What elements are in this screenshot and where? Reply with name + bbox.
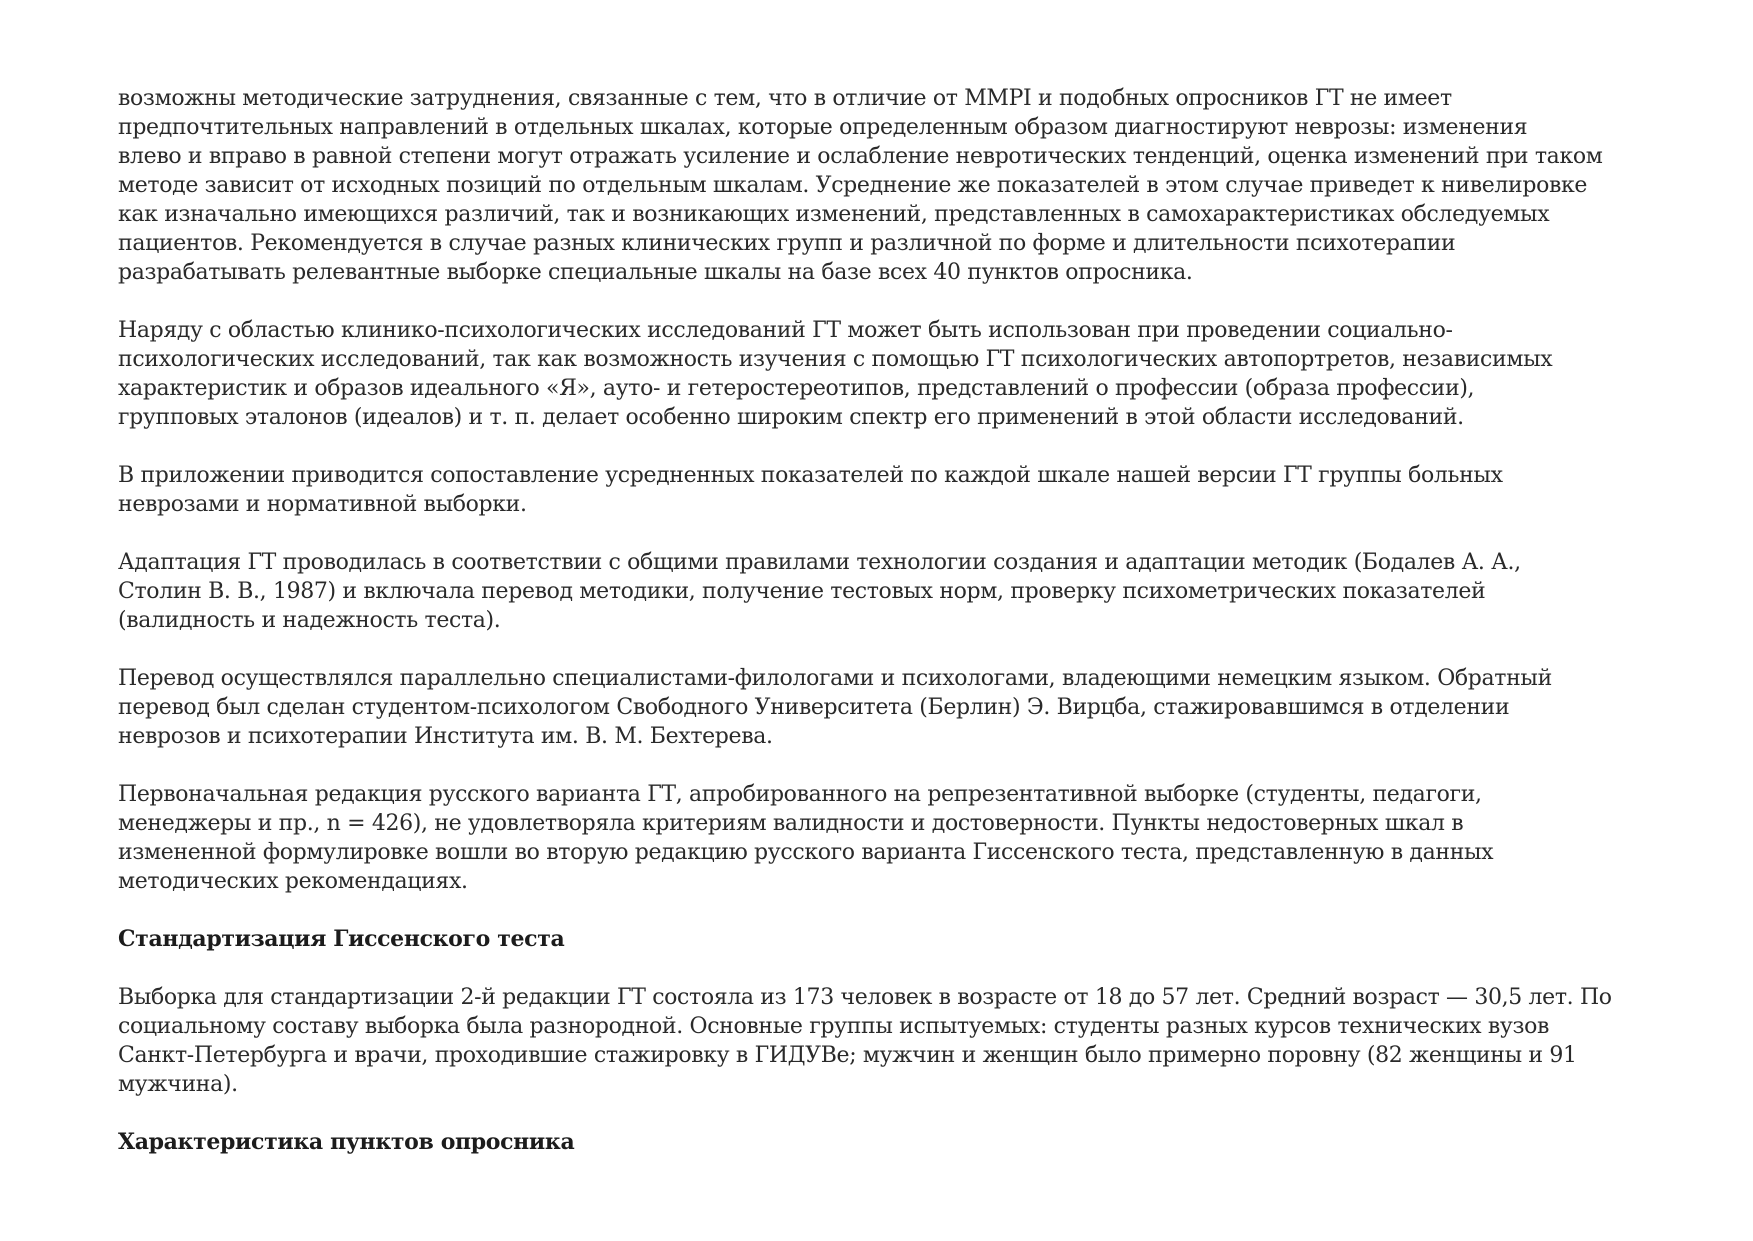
heading-standardization: Стандартизация Гиссенского теста bbox=[118, 926, 565, 952]
paragraph-translation: Перевод осуществлялся параллельно специалистами-филологами и психологами, владеющими немецким языком. Обратный перевод был сделан студентом-психологом Свободного Университета (Берлин) Э. Вирцба, стажировавшимся в отделении неврозов и психотерапии Института им. В. М. Бехтерева. bbox=[118, 666, 1552, 749]
paragraph-first-edition: Первоначальная редакция русского варианта ГТ, апробированного на репрезентативной выборке (студенты, педагоги, менеджеры и пр., n = 426), не удовлетворяла критериям валидности и достоверности. Пункты недостоверных шкал в измененной формулировке вошли во вторую редакцию русского варианта Гиссенского теста, представленную в данных методических рекомендациях. bbox=[118, 782, 1494, 894]
paragraph-social-psychological-research: Наряду с областью клинико-психологических исследований ГТ может быть использован при проведении социально- психологических исследований, так как возможность изучения с помощью ГТ психологических автопортретов, независимых характеристик и образов идеального «Я», ауто- и гетеростереотипов, представлений о профессии (образа профессии), групповых эталонов (идеалов) и т. п. делает особенно широким спектр его применений в этой области исследований. bbox=[118, 318, 1553, 430]
paragraph-appendix-comparison: В приложении приводится сопоставление усредненных показателей по каждой шкале нашей версии ГТ группы больных неврозами и нормативной выборки. bbox=[118, 463, 1503, 517]
paragraph-standardization-sample: Выборка для стандартизации 2-й редакции ГТ состояла из 173 человек в возрасте от 18 до 57 лет. Средний возраст — 30,5 лет. По социальному составу выборка была разнородной. Основные группы испытуемых: студенты разных курсов технических вузов Санкт-Петербурга и врачи, проходившие стажировку в ГИДУВе; мужчин и женщин было примерно поровну (82 женщины и 91 мужчина). bbox=[118, 985, 1612, 1097]
paragraph-adaptation: Адаптация ГТ проводилась в соответствии с общими правилами технологии создания и адаптации методик (Бодалев А. А., Столин В. В., 1987) и включала перевод методики, получение тестовых норм, проверку психометрических показателей (валидность и надежность теста). bbox=[118, 550, 1521, 633]
heading-questionnaire-items: Характеристика пунктов опросника bbox=[118, 1129, 575, 1155]
document-page bbox=[118, 84, 1663, 1186]
paragraph-methodical-difficulties: возможны методические затруднения, связанные с тем, что в отличие от MMPI и подобных опросников ГТ не имеет предпочтительных направлений в отдельных шкалах, которые определенным образом диагностируют неврозы: изменения влево и вправо в равной степени могут отражать усиление и ослабление невротических тенденций, оценка изменений при таком методе зависит от исходных позиций по отдельным шкалам. Усреднение же показателей в этом случае приведет к нивелировке как изначально имеющихся различий, так и возникающих изменений, представленных в самохарактеристиках обследуемых пациентов. Рекомендуется в случае разных клинических групп и различной по форме и длительности психотерапии разрабатывать релевантные выборке специальные шкалы на базе всех 40 пунктов опросника. bbox=[118, 86, 1603, 285]
